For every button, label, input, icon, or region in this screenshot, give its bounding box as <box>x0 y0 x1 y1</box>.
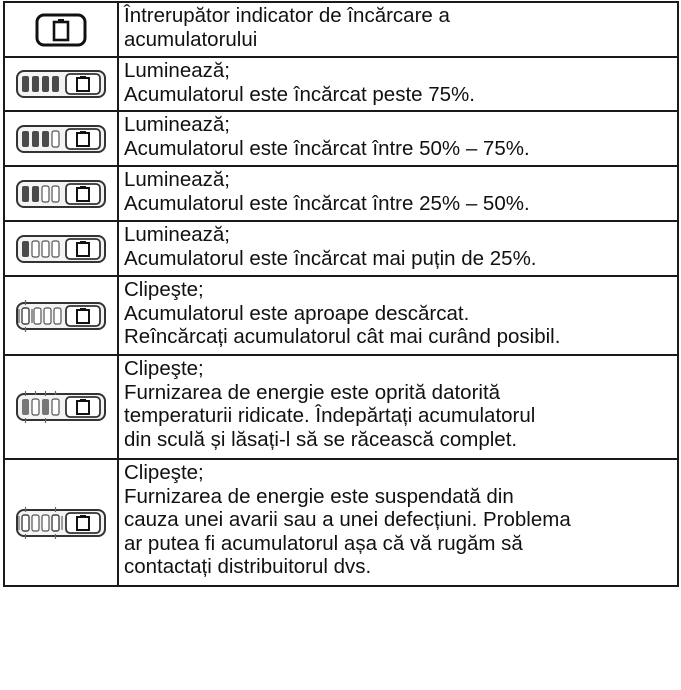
battery-1-bar-blinking-icon <box>5 299 117 333</box>
icon-cell <box>4 2 118 57</box>
icon-cell <box>4 459 118 586</box>
icon-cell <box>4 355 118 459</box>
description-line: Luminează; <box>124 223 230 246</box>
description-line: Acumulatorul este aproape descărcat. <box>124 301 470 325</box>
description-line: contactați distribuitorul dvs. <box>124 555 372 578</box>
table-row <box>4 459 678 586</box>
battery-4-bars-lit-icon <box>5 69 117 99</box>
description-cell <box>118 111 678 166</box>
icon-cell <box>4 57 118 111</box>
description-line: Întrerupător indicator de încărcare a <box>124 4 450 27</box>
description-line: Clipeşte; <box>124 278 204 301</box>
description-line: Luminează; <box>124 59 230 82</box>
description-cell <box>118 459 678 586</box>
description-cell <box>118 2 678 57</box>
description-line: Acumulatorul este încărcat între 50% – 75%. <box>124 136 530 160</box>
battery-indicator-table <box>3 1 679 587</box>
battery-check-button-icon <box>5 13 117 47</box>
description-line: Acumulatorul este încărcat peste 75%. <box>124 82 475 106</box>
description-line: Clipeşte; <box>124 357 204 380</box>
description-line: acumulatorului <box>124 27 258 51</box>
battery-bars-1-and-3-blinking-icon <box>5 390 117 424</box>
description-cell <box>118 166 678 221</box>
table-row <box>4 221 678 276</box>
table-row <box>4 355 678 459</box>
description-line: Luminează; <box>124 168 230 191</box>
description-cell <box>118 221 678 276</box>
icon-cell <box>4 221 118 276</box>
description-line: ar putea fi acumulatorul așa că vă rugăm să <box>124 531 523 555</box>
icon-cell <box>4 166 118 221</box>
table-row <box>4 166 678 221</box>
description-line: Acumulatorul este încărcat între 25% – 50%. <box>124 191 530 215</box>
battery-1-bar-lit-icon <box>5 234 117 264</box>
description-line: temperaturii ridicate. Îndepărtați acumulatorul <box>124 404 536 427</box>
description-line: cauza unei avarii sau a unei defecțiuni. Problema <box>124 508 571 531</box>
description-line: Luminează; <box>124 113 230 136</box>
description-line: Furnizarea de energie este oprită datorită <box>124 380 501 404</box>
table-row <box>4 276 678 355</box>
description-line: Acumulatorul este încărcat mai puțin de 25%. <box>124 246 537 270</box>
battery-3-bars-lit-icon <box>5 124 117 154</box>
battery-2-bars-lit-icon <box>5 179 117 209</box>
description-cell <box>118 355 678 459</box>
description-line: din sculă și lăsați-l să se răcească complet. <box>124 427 518 451</box>
description-cell <box>118 276 678 355</box>
description-line: Clipeşte; <box>124 461 204 484</box>
description-line: Reîncărcați acumulatorul cât mai curând posibil. <box>124 325 561 348</box>
table-row <box>4 111 678 166</box>
description-line: Furnizarea de energie este suspendată din <box>124 484 514 508</box>
battery-bars-1-and-4-blinking-icon <box>5 506 117 540</box>
icon-cell <box>4 276 118 355</box>
table-row <box>4 2 678 57</box>
description-cell <box>118 57 678 111</box>
icon-cell <box>4 111 118 166</box>
table-row <box>4 57 678 111</box>
